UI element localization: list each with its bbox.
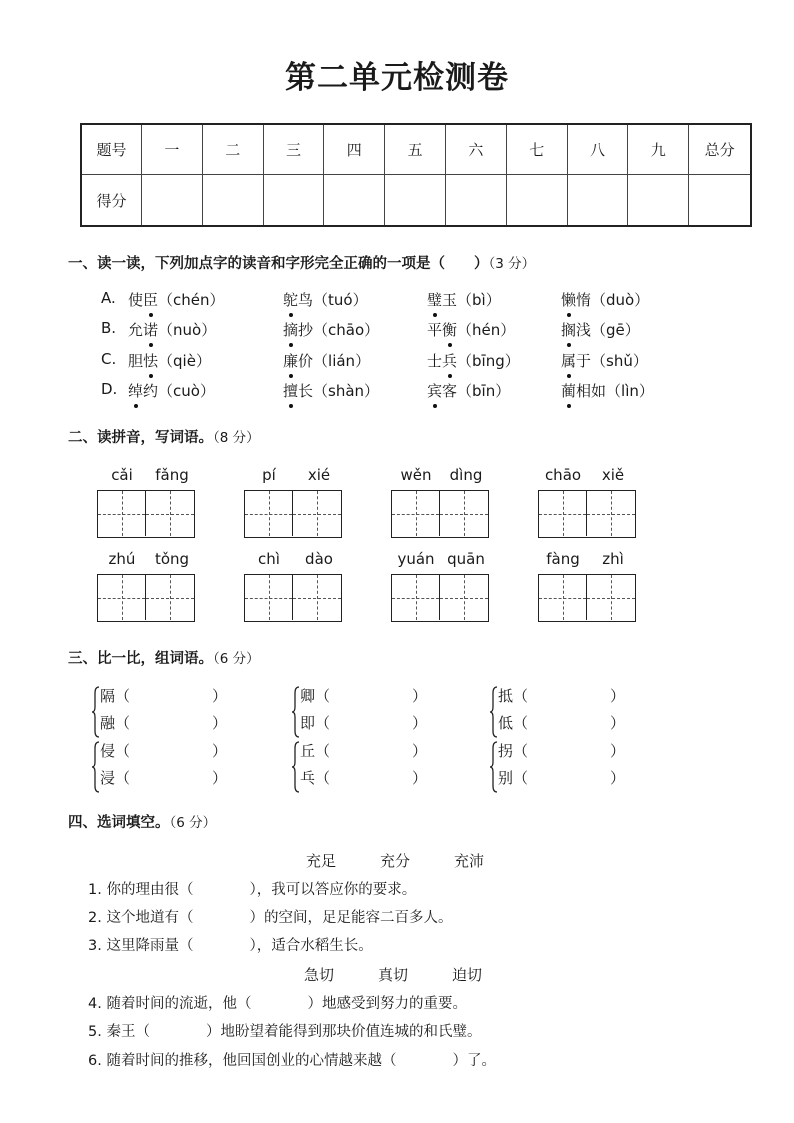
character-writing-box[interactable]	[146, 575, 194, 620]
word-character: 抄	[298, 321, 314, 339]
compare-character: 隔	[100, 687, 116, 705]
pinyin-syllable: xiě	[601, 466, 625, 484]
compare-character: 抵	[498, 687, 514, 705]
compare-character: 别	[498, 769, 514, 787]
score-table	[80, 123, 752, 227]
score-header-cell: 题号	[82, 125, 142, 175]
character-pair	[490, 685, 626, 739]
pinyin-syllable: cǎi	[111, 466, 133, 484]
pinyin-syllable: dìng	[449, 466, 483, 484]
option-word	[427, 289, 501, 310]
pinyin-syllable: zhì	[602, 550, 624, 568]
option-word	[128, 350, 211, 371]
pinyin-syllable: tǒng	[154, 550, 190, 568]
compare-character: 拐	[498, 742, 514, 760]
word-choice-row-1	[306, 850, 528, 871]
pinyin-label	[97, 550, 197, 570]
score-header-cell: 八	[568, 125, 629, 175]
writing-box-pair	[97, 574, 195, 622]
writing-box-pair	[391, 490, 489, 538]
character-writing-box[interactable]	[440, 575, 488, 620]
compare-character: 即	[300, 714, 316, 732]
score-entry-cell[interactable]	[324, 175, 385, 225]
pinyin-syllable: xié	[307, 466, 331, 484]
section-2-title: 二、读拼音，写词语。	[68, 430, 213, 446]
character-writing-box[interactable]	[245, 491, 293, 536]
word-character: 浅	[576, 321, 592, 339]
pinyin-annotation: （hén）	[457, 321, 516, 339]
character-writing-box[interactable]	[146, 491, 194, 536]
option-word	[128, 319, 216, 340]
word-character: 约	[143, 382, 159, 400]
paren-open: （	[115, 687, 131, 705]
compare-line	[100, 712, 227, 733]
pinyin-annotation: （bīng）	[457, 352, 520, 370]
pinyin-label	[538, 550, 638, 570]
character-writing-box[interactable]	[539, 575, 587, 620]
option-word	[427, 319, 515, 340]
paren-open: （	[115, 714, 131, 732]
writing-box-pair	[538, 574, 636, 622]
option-word	[427, 380, 510, 401]
score-entry-cell[interactable]	[264, 175, 325, 225]
option-label[interactable]: B.	[101, 319, 117, 337]
option-word	[283, 319, 379, 340]
pinyin-syllable: yuán	[397, 550, 435, 568]
dotted-character: 鸵	[283, 291, 299, 309]
score-entry-cell[interactable]	[507, 175, 568, 225]
dotted-character: 懒	[561, 291, 577, 309]
paren-close: ）	[610, 769, 626, 787]
fill-blank-item	[88, 1049, 496, 1070]
curly-brace-icon	[292, 685, 300, 739]
paren-close: ）	[412, 769, 428, 787]
dotted-character: 属	[561, 352, 577, 370]
writing-box-pair	[97, 490, 195, 538]
fill-blank-text: ）的空间，足足能容二百多人。	[249, 910, 453, 926]
pinyin-annotation: （tuó）	[313, 291, 368, 309]
character-pair	[490, 740, 626, 794]
pinyin-label	[391, 466, 491, 486]
paren-open: （	[513, 687, 529, 705]
pinyin-syllable: dào	[305, 550, 333, 568]
pinyin-annotation: （bì）	[457, 291, 501, 309]
pinyin-syllable: fàng	[546, 550, 580, 568]
fill-blank-item	[88, 992, 467, 1013]
score-header-cell: 九	[628, 125, 689, 175]
paren-open: （	[315, 714, 331, 732]
fill-blank-text: 2. 这个地道有（	[88, 910, 194, 926]
paren-open: （	[115, 742, 131, 760]
word-character: 长	[298, 382, 314, 400]
paren-close: ）	[212, 769, 228, 787]
compare-character: 卿	[300, 687, 316, 705]
pinyin-annotation: （lián）	[313, 352, 371, 370]
dotted-character: 兵	[442, 352, 458, 370]
section-2-points: （8 分）	[213, 430, 260, 446]
pinyin-word-group	[538, 466, 638, 538]
fill-blank-text: ）了。	[452, 1053, 496, 1069]
fill-blank-text: ），我可以答应你的要求。	[249, 882, 417, 898]
section-3-heading	[68, 647, 260, 668]
dotted-character: 搁	[561, 321, 577, 339]
compare-line	[300, 685, 427, 706]
score-header-cell: 总分	[689, 125, 750, 175]
fill-blank-text: ）地盼望着能得到那块价值连城的和氏璧。	[205, 1024, 482, 1040]
pinyin-word-group	[538, 550, 638, 622]
paren-open: （	[115, 769, 131, 787]
option-word	[561, 380, 654, 401]
paren-open: （	[315, 687, 331, 705]
compare-line	[100, 740, 227, 761]
fill-blank-text: 5. 秦王（	[88, 1024, 150, 1040]
character-writing-box[interactable]	[587, 575, 635, 620]
paren-close: ）	[412, 714, 428, 732]
paren-close: ）	[412, 742, 428, 760]
fill-blank-text: 1. 你的理由很（	[88, 882, 194, 898]
paren-close: ）	[212, 742, 228, 760]
compare-line	[498, 712, 625, 733]
pinyin-syllable: pí	[262, 466, 276, 484]
character-pair	[292, 685, 428, 739]
compare-character: 低	[498, 714, 514, 732]
option-label[interactable]: A.	[101, 289, 116, 307]
dotted-character: 摘	[283, 321, 299, 339]
pinyin-syllable: fǎng	[155, 466, 189, 484]
character-pair	[92, 740, 228, 794]
curly-brace-icon	[490, 685, 498, 739]
word-choice: 充分	[380, 852, 411, 870]
pinyin-word-group	[97, 466, 197, 538]
compare-line	[498, 740, 625, 761]
word-choice: 急切	[304, 966, 335, 984]
dotted-character: 蔺	[561, 382, 577, 400]
pinyin-word-group	[97, 550, 197, 622]
character-writing-box[interactable]	[392, 575, 440, 620]
section-1-points: （3 分）	[488, 256, 536, 272]
pinyin-annotation: （qiè）	[158, 352, 211, 370]
section-4-heading	[68, 811, 216, 832]
compare-line	[300, 767, 427, 788]
option-word	[561, 289, 649, 310]
score-entry-cell[interactable]	[142, 175, 203, 225]
option-word	[283, 380, 379, 401]
section-2-heading	[68, 426, 260, 447]
fill-blank-item	[88, 934, 373, 955]
pinyin-label	[244, 550, 344, 570]
score-header-cell: 四	[324, 125, 385, 175]
character-writing-box[interactable]	[98, 491, 146, 536]
character-pair	[92, 685, 228, 739]
word-choice-row-2	[304, 964, 526, 985]
paren-close: ）	[412, 687, 428, 705]
curly-brace-icon	[92, 740, 100, 794]
option-word	[128, 380, 215, 401]
score-header-cell: 六	[446, 125, 507, 175]
score-row-label: 得分	[82, 175, 142, 225]
dotted-character: 衡	[442, 321, 458, 339]
word-character: 胆	[128, 352, 144, 370]
section-4-points: （6 分）	[169, 815, 217, 831]
word-character: 惰	[576, 291, 592, 309]
character-pair	[292, 740, 428, 794]
pinyin-annotation: （gē）	[591, 321, 640, 339]
writing-box-pair	[538, 490, 636, 538]
pinyin-syllable: wěn	[400, 466, 432, 484]
word-character: 于	[576, 352, 592, 370]
compare-character: 侵	[100, 742, 116, 760]
pinyin-word-group	[244, 466, 344, 538]
pinyin-syllable: chì	[258, 550, 280, 568]
word-character: 相如	[576, 382, 607, 400]
word-character: 客	[442, 382, 458, 400]
section-3-title: 三、比一比，组词语。	[68, 651, 213, 667]
writing-box-pair	[244, 490, 342, 538]
pinyin-syllable: zhú	[108, 550, 136, 568]
pinyin-syllable: quān	[447, 550, 485, 568]
pinyin-word-group	[391, 550, 491, 622]
paren-open: （	[315, 742, 331, 760]
writing-box-pair	[244, 574, 342, 622]
section-1-heading	[68, 252, 535, 273]
fill-blank-text: ），适合水稻生长。	[249, 938, 373, 954]
word-character: 使	[128, 291, 144, 309]
compare-line	[300, 712, 427, 733]
dotted-character: 怯	[143, 352, 159, 370]
dotted-character: 廉	[283, 352, 299, 370]
score-entry-cell[interactable]	[568, 175, 629, 225]
compare-line	[498, 767, 625, 788]
option-word	[128, 289, 225, 310]
pinyin-label	[391, 550, 491, 570]
paren-close: ）	[610, 687, 626, 705]
pinyin-annotation: （chén）	[158, 291, 225, 309]
pinyin-annotation: （bīn）	[457, 382, 511, 400]
dotted-character: 绰	[128, 382, 144, 400]
character-writing-box[interactable]	[440, 491, 488, 536]
score-entry-cell[interactable]	[689, 175, 750, 225]
score-header-cell: 五	[385, 125, 446, 175]
option-label[interactable]: C.	[101, 350, 117, 368]
option-word	[427, 350, 520, 371]
word-character: 平	[427, 321, 443, 339]
pinyin-annotation: （nuò）	[158, 321, 217, 339]
paren-close: ）	[212, 687, 228, 705]
character-writing-box[interactable]	[539, 491, 587, 536]
pinyin-label	[538, 466, 638, 486]
dotted-character: 诺	[143, 321, 159, 339]
writing-box-pair	[391, 574, 489, 622]
pinyin-label	[244, 466, 344, 486]
page-title: 第二单元检测卷	[285, 60, 509, 96]
score-header-cell: 二	[203, 125, 264, 175]
character-writing-box[interactable]	[245, 575, 293, 620]
word-character: 鸟	[298, 291, 314, 309]
fill-blank-item	[88, 878, 416, 899]
fill-blank-text: 3. 这里降雨量（	[88, 938, 194, 954]
dotted-character: 宾	[427, 382, 443, 400]
option-word	[561, 350, 648, 371]
paren-open: （	[513, 769, 529, 787]
option-label[interactable]: D.	[101, 380, 118, 398]
paren-open: （	[315, 769, 331, 787]
pinyin-annotation: （duò）	[591, 291, 650, 309]
word-character: 价	[298, 352, 314, 370]
character-writing-box[interactable]	[392, 491, 440, 536]
paren-close: ）	[610, 714, 626, 732]
score-header-cell: 一	[142, 125, 203, 175]
character-writing-box[interactable]	[293, 575, 341, 620]
compare-character: 融	[100, 714, 116, 732]
fill-blank-item	[88, 906, 452, 927]
fill-blank-text: ）地感受到努力的重要。	[307, 996, 467, 1012]
curly-brace-icon	[92, 685, 100, 739]
option-word	[283, 350, 370, 371]
pinyin-word-group	[244, 550, 344, 622]
word-character: 士	[427, 352, 443, 370]
pinyin-annotation: （cuò）	[158, 382, 215, 400]
score-entry-cell[interactable]	[628, 175, 689, 225]
option-word	[561, 319, 640, 340]
score-entry-cell[interactable]	[203, 175, 264, 225]
word-choice: 迫切	[452, 966, 483, 984]
dotted-character: 臣	[143, 291, 159, 309]
pinyin-annotation: （chāo）	[313, 321, 380, 339]
pinyin-annotation: （lìn）	[606, 382, 654, 400]
paren-close: ）	[610, 742, 626, 760]
word-character: 允	[128, 321, 144, 339]
score-entry-cell[interactable]	[446, 175, 507, 225]
paren-open: （	[513, 742, 529, 760]
section-1-title: 一、读一读，下列加点字的读音和字形完全正确的一项是（ ）	[68, 256, 489, 272]
word-character: 玉	[442, 291, 458, 309]
section-4-title: 四、选词填空。	[68, 815, 170, 831]
curly-brace-icon	[490, 740, 498, 794]
curly-brace-icon	[292, 740, 300, 794]
character-writing-box[interactable]	[98, 575, 146, 620]
character-writing-box[interactable]	[587, 491, 635, 536]
score-entry-cell[interactable]	[385, 175, 446, 225]
compare-character: 丘	[300, 742, 316, 760]
word-choice: 充足	[306, 852, 337, 870]
score-header-cell: 三	[264, 125, 325, 175]
paren-close: ）	[212, 714, 228, 732]
pinyin-annotation: （shǔ）	[591, 352, 648, 370]
word-choice: 真切	[378, 966, 409, 984]
dotted-character: 擅	[283, 382, 299, 400]
compare-character: 浸	[100, 769, 116, 787]
dotted-character: 璧	[427, 291, 443, 309]
section-3-points: （6 分）	[213, 651, 260, 667]
fill-blank-text: 4. 随着时间的流逝，他（	[88, 996, 252, 1012]
paren-open: （	[513, 714, 529, 732]
fill-blank-text: 6. 随着时间的推移，他回国创业的心情越来越（	[88, 1053, 397, 1069]
character-writing-box[interactable]	[293, 491, 341, 536]
word-choice: 充沛	[454, 852, 485, 870]
pinyin-word-group	[391, 466, 491, 538]
compare-line	[300, 740, 427, 761]
score-header-cell: 七	[507, 125, 568, 175]
option-word	[283, 289, 368, 310]
compare-character: 乓	[300, 769, 316, 787]
compare-line	[100, 685, 227, 706]
compare-line	[498, 685, 625, 706]
pinyin-annotation: （shàn）	[313, 382, 380, 400]
pinyin-syllable: chāo	[544, 466, 582, 484]
pinyin-label	[97, 466, 197, 486]
fill-blank-item	[88, 1020, 481, 1041]
compare-line	[100, 767, 227, 788]
